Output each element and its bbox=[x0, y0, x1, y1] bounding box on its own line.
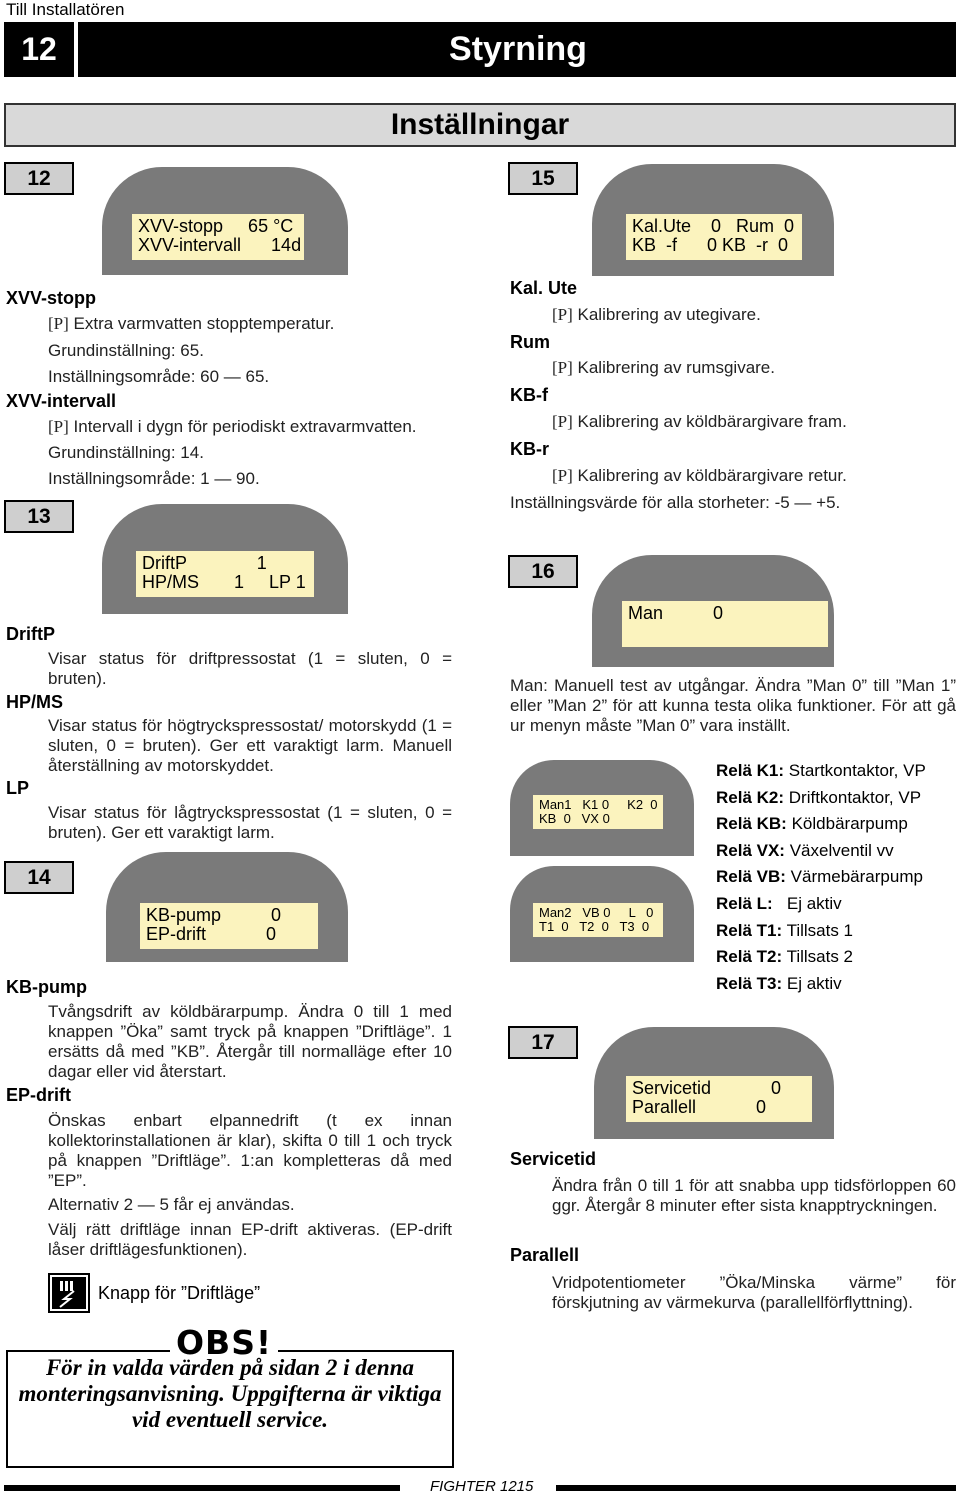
screen-17: Servicetid 0 Parallell 0 bbox=[626, 1076, 812, 1122]
relay-row: Relä L: Ej aktiv bbox=[716, 893, 842, 913]
badge-17: 17 bbox=[508, 1026, 578, 1059]
badge-14: 14 bbox=[4, 861, 74, 894]
label-servicetid: Servicetid bbox=[510, 1149, 597, 1169]
label-lp: LP bbox=[6, 778, 30, 798]
footer-model: FIGHTER 1215 bbox=[430, 1478, 534, 1495]
ep-drift-valj: Välj rätt driftläge innan EP-drift aktiveras. (EP-drift låser driftlägesfunktionen). bbox=[48, 1220, 452, 1259]
label-xvv-intervall: XVV-intervall bbox=[6, 391, 117, 411]
relay-row: Relä T2: Tillsats 2 bbox=[716, 947, 854, 967]
label-ep-drift: EP-drift bbox=[6, 1085, 71, 1105]
relay-list bbox=[716, 758, 956, 997]
label-kal-ute: Kal. Ute bbox=[510, 278, 578, 298]
relay-row: Relä VX: Växelventil vv bbox=[716, 840, 894, 860]
kb-r-desc: [P] Kalibrering av köldbärargivare retur. bbox=[552, 466, 847, 485]
obs-text: För in valda värden på sidan 2 i denna monteringsanvisning. Uppgifterna är viktiga vid eventuell service. bbox=[18, 1355, 442, 1432]
badge-13: 13 bbox=[4, 500, 74, 533]
xvv-stopp-desc: [P] Extra varmvatten stopptemperatur. bbox=[48, 314, 335, 333]
relay-row: Relä T1: Tillsats 1 bbox=[716, 920, 854, 940]
footer-rule-left bbox=[4, 1485, 400, 1491]
obs-title: OBS! bbox=[170, 1323, 278, 1362]
driftlage-button-label: Knapp för ”Driftläge” bbox=[98, 1283, 261, 1303]
servicetid-desc: Ändra från 0 till 1 för att snabba upp tidsförloppen 60 ggr. Återgår 8 minuter efter sista knapptryckningen. bbox=[552, 1176, 956, 1215]
label-xvv-stopp: XVV-stopp bbox=[6, 288, 97, 308]
xvv-intervall-grund: Grundinställning: 14. bbox=[48, 443, 204, 462]
relay-row: Relä VB: Värmebärarpump bbox=[716, 867, 923, 887]
screen-16b: Man2 VB 0 L 0 T1 0 T2 0 T3 0 bbox=[533, 903, 663, 937]
rum-desc: [P] Kalibrering av rumsgivare. bbox=[552, 358, 775, 377]
man-desc: Man: Manuell test av utgångar. Ändra ”Man 0” till ”Man 1” eller ”Man 2” för att kunna testa olika funktioner. För att gå ur menyn måste ”Man 0” vara inställt. bbox=[510, 676, 956, 735]
xvv-stopp-grund: Grundinställning: 65. bbox=[48, 341, 204, 360]
screen-13: DriftP 1 HP/MS 1 LP 1 bbox=[136, 551, 314, 597]
subtitle: Inställningar bbox=[390, 108, 570, 141]
footer-rule-right bbox=[556, 1485, 956, 1491]
xvv-intervall-desc: [P] Intervall i dygn för periodiskt extravarmvatten. bbox=[48, 417, 417, 436]
kb-pump-desc: Tvångsdrift av köldbärarpump. Ändra 0 till 1 med knappen ”Öka” samt tryck på knappen ”Driftläge”. 1 ersätts då med ”KB”. Återgår till normalläge efter 10 dagar eller vid återstart. bbox=[48, 1002, 452, 1081]
label-driftp: DriftP bbox=[6, 624, 55, 644]
screen-12: XVV-stopp 65 °C XVV-intervall 14d bbox=[132, 214, 304, 260]
label-hpms: HP/MS bbox=[6, 692, 64, 712]
label-parallell: Parallell bbox=[510, 1245, 580, 1265]
badge-15: 15 bbox=[508, 162, 578, 195]
screen-16a: Man1 K1 0 K2 0 KB 0 VX 0 bbox=[533, 795, 663, 829]
ep-drift-alt: Alternativ 2 — 5 får ej användas. bbox=[48, 1195, 295, 1214]
relay-row: Relä T3: Ej aktiv bbox=[716, 973, 842, 993]
label-rum: Rum bbox=[510, 332, 550, 352]
label-kb-pump: KB-pump bbox=[6, 977, 87, 997]
badge-12: 12 bbox=[4, 162, 74, 195]
xvv-intervall-range: Inställningsområde: 1 — 90. bbox=[48, 469, 260, 488]
relay-row: Relä K2: Driftkontaktor, VP bbox=[716, 787, 922, 807]
ep-drift-desc: Önskas enbart elpannedrift (t ex innan kollektorinstallationen är klar), skifta 0 till 1 och tryck på knappen ”Driftläge”. 1:an kompletteras då med ”EP”. bbox=[48, 1111, 452, 1190]
kb-f-desc: [P] Kalibrering av köldbärargivare fram. bbox=[552, 412, 847, 431]
chapter-number: 12 bbox=[4, 22, 78, 77]
relay-row: Relä K1: Startkontaktor, VP bbox=[716, 761, 926, 780]
label-kb-f: KB-f bbox=[510, 385, 548, 405]
chapter-title: Styrning bbox=[449, 30, 587, 68]
driftp-desc: Visar status för driftpressostat (1 = sluten, 0 = bruten). bbox=[48, 649, 452, 688]
xvv-stopp-range: Inställningsområde: 60 — 65. bbox=[48, 367, 270, 386]
driftlage-button-icon bbox=[48, 1273, 90, 1313]
parallell-desc: Vridpotentiometer ”Öka/Minska värme” för förskjutning av värmekurva (parallellförflyttning). bbox=[552, 1273, 956, 1312]
kal-range: Inställningsvärde för alla storheter: -5 — +5. bbox=[510, 493, 841, 512]
section-header: Till Installatören bbox=[6, 0, 125, 19]
screen-15: Kal.Ute 0 Rum 0 KB -f 0 KB -r 0 bbox=[626, 214, 802, 260]
screen-16: Man 0 bbox=[622, 601, 828, 647]
lp-desc: Visar status för lågtryckspressostat (1 = sluten, 0 = bruten). Ger ett varaktigt larm. bbox=[48, 803, 452, 842]
relay-row: Relä KB: Köldbärarpump bbox=[716, 814, 908, 834]
badge-16: 16 bbox=[508, 555, 578, 588]
subtitle-bar bbox=[4, 103, 956, 147]
screen-14: KB-pump 0 EP-drift 0 bbox=[140, 903, 318, 949]
label-kb-r: KB-r bbox=[510, 439, 549, 459]
kal-ute-desc: [P] Kalibrering av utegivare. bbox=[552, 305, 761, 324]
hpms-desc: Visar status för högtryckspressostat/ motorskydd (1 = sluten, 0 = bruten). Ger ett varaktigt larm. Manuell återställning av motorskyddet. bbox=[48, 716, 452, 775]
